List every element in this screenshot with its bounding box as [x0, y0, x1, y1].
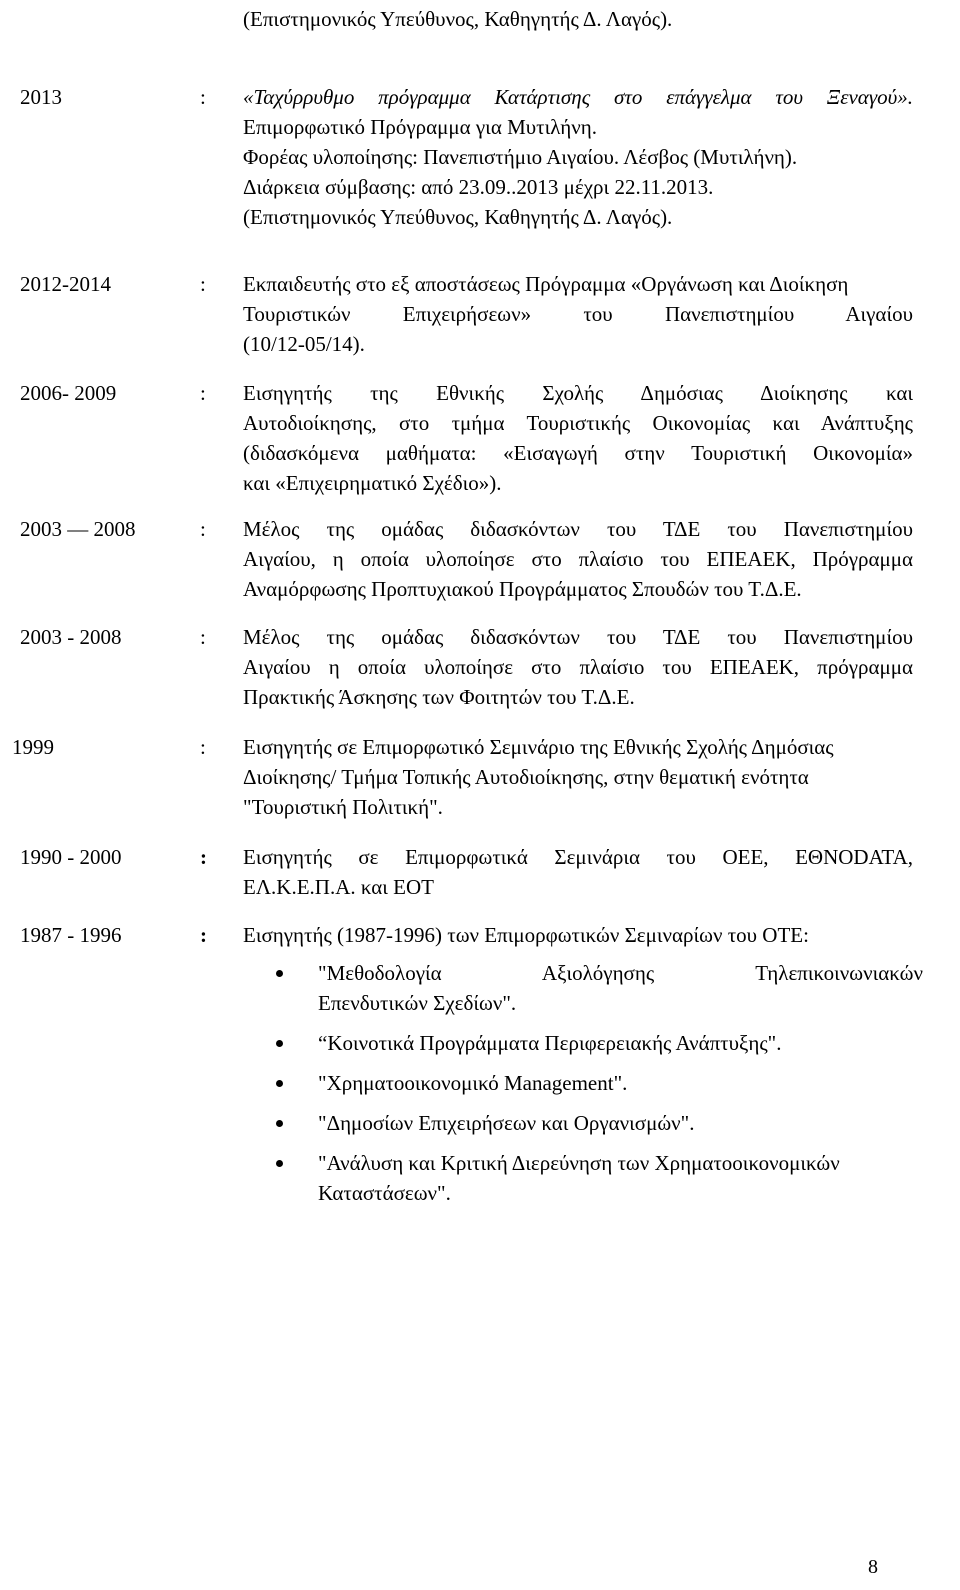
bullet-icon — [276, 1080, 283, 1087]
description-line: "Τουριστική Πολιτική". — [243, 795, 443, 819]
entry-colon: : — [200, 625, 206, 649]
entry-description — [243, 732, 913, 822]
bullet-icon — [276, 970, 283, 977]
page-number: 8 — [868, 1556, 878, 1578]
description-line: «Ταχύρρυθμο πρόγραμμα Κατάρτισης στο επάγγελμα του Ξεναγού». — [243, 85, 913, 109]
seminar-list — [243, 958, 923, 1218]
description-line: Αιγαίου η οποία υλοποίησε στο πλαίσιο του ΕΠΕΑΕΚ, πρόγραμμα — [243, 655, 913, 679]
entry-description — [243, 622, 913, 712]
description-line: Εκπαιδευτής στο εξ αποστάσεως Πρόγραμμα «Οργάνωση και Διοίκηση — [243, 272, 849, 296]
entry-year: 2006- 2009 — [20, 381, 117, 405]
list-item-text: "Δημοσίων Επιχειρήσεων και Οργανισμών". — [318, 1111, 695, 1135]
entry-description — [243, 842, 913, 902]
entry-colon: : — [200, 923, 207, 947]
description-line: Μέλος της ομάδας διδασκόντων του ΤΔΕ του Πανεπιστημίου — [243, 517, 913, 541]
entry-year: 1999 — [12, 735, 54, 759]
description-line: Εισηγητής σε Επιμορφωτικό Σεμινάριο της Εθνικής Σχολής Δημόσιας — [243, 735, 834, 759]
description-line: ΕΛ.Κ.Ε.Π.Α. και ΕΟΤ — [243, 875, 434, 899]
entry-colon: : — [200, 517, 206, 541]
entry-year: 2003 ― 2008 — [20, 517, 136, 541]
bullet-icon — [276, 1040, 283, 1047]
list-item — [243, 1108, 923, 1138]
entry-year: 2003 - 2008 — [20, 625, 122, 649]
description-line: Τουριστικών Επιχειρήσεων» του Πανεπιστημίου Αιγαίου — [243, 302, 913, 326]
list-item-text: “Κοινοτικά Προγράμματα Περιφερειακής Ανάπτυξης". — [318, 1031, 782, 1055]
description-line: Επιμορφωτικό Πρόγραμμα για Μυτιλήνη. — [243, 115, 597, 139]
entry-colon: : — [200, 735, 206, 759]
list-item-text: "Χρηματοοικονομικό Management". — [318, 1071, 628, 1095]
list-item-text: "Ανάλυση και Κριτική Διερεύνηση των Χρηματοοικονομικών — [318, 1151, 840, 1175]
entry-colon: : — [200, 85, 206, 109]
list-item — [243, 958, 923, 1018]
entry-description — [243, 514, 913, 604]
description-line: Εισηγητής σε Επιμορφωτικά Σεμινάρια του ΟΕΕ, ΕΘΝODATA, — [243, 845, 913, 869]
description-line: Εισηγητής της Εθνικής Σχολής Δημόσιας Διοίκησης και — [243, 381, 913, 405]
description-line: (10/12-05/14). — [243, 332, 365, 356]
continued-line: (Επιστημονικός Υπεύθυνος, Καθηγητής Δ. Λαγός). — [243, 7, 673, 31]
description-line: Φορέας υλοποίησης: Πανεπιστήμιο Αιγαίου. Λέσβος (Μυτιλήνη). — [243, 145, 798, 169]
entry-description — [243, 269, 913, 359]
entry-colon: : — [200, 845, 207, 869]
entry-year: 1990 - 2000 — [20, 845, 122, 869]
description-line: (Επιστημονικός Υπεύθυνος, Καθηγητής Δ. Λαγός). — [243, 205, 673, 229]
entry-colon: : — [200, 272, 206, 296]
description-line: Διάρκεια σύμβασης: από 23.09..2013 μέχρι 22.11.2013. — [243, 175, 714, 199]
list-item — [243, 1148, 923, 1208]
description-line: Αυτοδιοίκησης, στο τμήμα Τουριστικής Οικονομίας και Ανάπτυξης — [243, 411, 913, 435]
entry-year: 1987 - 1996 — [20, 923, 122, 947]
description-line: Αναμόρφωσης Προπτυχιακού Προγράμματος Σπουδών του Τ.Δ.Ε. — [243, 577, 802, 601]
entry-colon: : — [200, 381, 206, 405]
bullet-icon — [276, 1160, 283, 1167]
description-line: (διδασκόμενα μαθήματα: «Εισαγωγή στην Τουριστική Οικονομία» — [243, 441, 913, 465]
description-line: Αιγαίου, η οποία υλοποίησε στο πλαίσιο του ΕΠΕΑΕΚ, Πρόγραμμα — [243, 547, 913, 571]
entry-description — [243, 378, 913, 498]
description-line: Πρακτικής Άσκησης των Φοιτητών του Τ.Δ.Ε. — [243, 685, 635, 709]
bullet-icon — [276, 1120, 283, 1127]
list-item — [243, 1068, 923, 1098]
entry-year: 2012-2014 — [20, 272, 111, 296]
description-line: Μέλος της ομάδας διδασκόντων του ΤΔΕ του Πανεπιστημίου — [243, 625, 913, 649]
list-item-text: "Μεθοδολογία Αξιολόγησης Τηλεπικοινωνιακών — [318, 961, 923, 985]
description-line: και «Επιχειρηματικό Σχέδιο»). — [243, 471, 502, 495]
list-item-text: Καταστάσεων". — [318, 1181, 451, 1205]
description-line: Διοίκησης/ Τμήμα Τοπικής Αυτοδιοίκησης, στην θεματική ενότητα — [243, 765, 809, 789]
entry-year: 2013 — [20, 85, 62, 109]
list-item — [243, 1028, 923, 1058]
entry-description — [243, 920, 913, 950]
list-item-text: Επενδυτικών Σχεδίων". — [318, 991, 517, 1015]
description-line: Εισηγητής (1987-1996) των Επιμορφωτικών Σεμιναρίων του ΟΤΕ: — [243, 923, 809, 947]
entry-description — [243, 82, 913, 232]
